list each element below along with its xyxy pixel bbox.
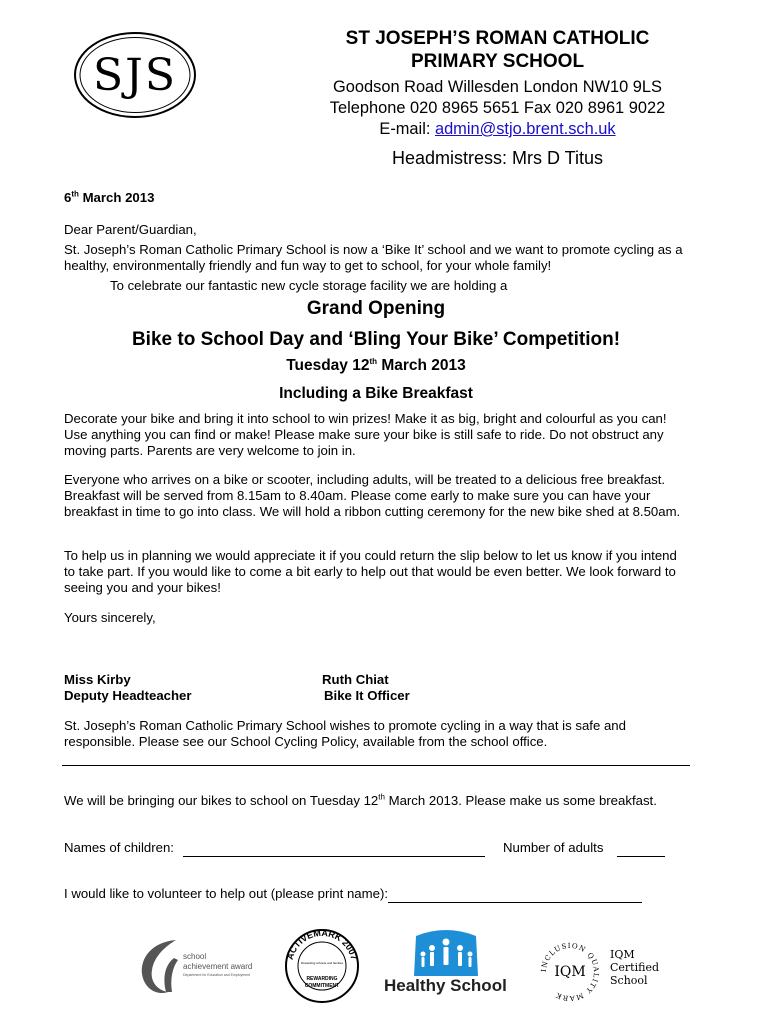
award-line3: Department for Education and Employment: [183, 973, 251, 977]
slip-statement: We will be bringing our bikes to school on Tuesday 12th March 2013. Please make us some breakfast.: [64, 792, 657, 808]
activemark-bottom2: COMMITMENT: [304, 983, 340, 989]
policy-paragraph: St. Joseph’s Roman Catholic Primary School wishes to promote cycling in a way that is safe and responsible. Please see our School Cycling Policy, available from the school office.: [64, 718, 626, 749]
children-label: Names of children:: [64, 840, 174, 855]
iqm-line2: Certified: [610, 961, 660, 974]
event-title: Grand Opening: [306, 298, 446, 319]
decorate-paragraph: Decorate your bike and bring it into school to win prizes! Make it as big, bright and colourful as you can! Use anything you can find or make! Please make sure your bike is still safe to ride. Do not obstruct any moving parts. Parents are very welcome to join in.: [64, 411, 667, 458]
breakfast-title: Including a Bike Breakfast: [279, 385, 473, 402]
iqm-line1: IQM: [610, 948, 635, 961]
adults-count-field[interactable]: [617, 840, 665, 857]
school-address: Goodson Road Willesden London NW10 9LS: [333, 78, 662, 96]
activemark-logo: [282, 926, 362, 1004]
school-logo: [72, 30, 198, 120]
volunteer-label: I would like to volunteer to help out (please print name):: [64, 886, 389, 901]
school-achievement-award-logo: [136, 936, 266, 1000]
activemark-mid-text: Rewarding schools and families: [300, 961, 344, 965]
closing: Yours sincerely,: [64, 610, 156, 625]
adults-label: Number of adults: [503, 840, 604, 855]
headmistress: Headmistress: Mrs D Titus: [391, 148, 604, 168]
award-line1: school: [183, 952, 207, 961]
salutation: Dear Parent/Guardian,: [64, 222, 197, 237]
children-names-row: [64, 840, 485, 857]
email-label: E-mail:: [379, 120, 435, 138]
healthy-school-logo: [382, 930, 510, 1000]
breakfast-paragraph: Everyone who arrives on a bike or scooter, including adults, will be treated to a delicious free breakfast. Breakfast will be served from 8.15am to 8.40am. Please come early to make sure you can have your breakfast in time to go into class. We will hold a ribbon cutting ceremony for the new bike shed at 8.50am.: [64, 472, 681, 519]
school-telephone: Telephone 020 8965 5651 Fax 020 8961 9022: [329, 99, 666, 117]
signature-1-title: Deputy Headteacher: [64, 688, 192, 703]
iqm-line3: School: [610, 974, 648, 987]
school-email-line: [300, 119, 695, 140]
celebrate-line: To celebrate our fantastic new cycle storage facility we are holding a: [110, 278, 508, 293]
event-date: Tuesday 12th March 2013: [286, 356, 466, 374]
iqm-center-text: IQM: [554, 964, 586, 980]
event-subtitle: Bike to School Day and ‘Bling Your Bike’ Competition!: [131, 329, 621, 350]
volunteer-row: [64, 886, 642, 903]
activemark-top-text: ACTIVEMARK 2007: [284, 927, 360, 961]
email-link[interactable]: admin@stjo.brent.sch.uk: [434, 120, 616, 138]
iqm-ring-text: INCLUSION QUALITY MARK: [539, 941, 601, 1003]
logo-text: SJS: [93, 50, 177, 101]
healthy-school-text: Healthy School: [384, 976, 507, 995]
signature-2-name: Ruth Chiat: [322, 672, 389, 687]
award-line2: achievement award: [183, 962, 253, 971]
adults-row: [503, 840, 665, 857]
planning-paragraph: To help us in planning we would appreciate it if you could return the slip below to let us know if you intend to take part. If you would like to come a bit early to help out that would be even better. We look forward to seeing you and your bikes!: [64, 548, 677, 595]
activemark-bottom1: REWARDING: [306, 976, 338, 982]
school-name-line1: ST JOSEPH’S ROMAN CATHOLIC: [345, 28, 650, 49]
signature-2-title: Bike It Officer: [324, 688, 410, 703]
cut-line: [62, 765, 690, 766]
svg-text:ACTIVEMARK 2007: [285, 928, 360, 961]
letter-date: 6th March 2013: [64, 189, 155, 205]
volunteer-name-field[interactable]: [388, 886, 642, 903]
iqm-logo: [538, 940, 678, 1004]
intro-paragraph: St. Joseph’s Roman Catholic Primary School is now a ‘Bike It’ school and we want to promote cycling as a healthy, environmentally friendly and fun way to get to school, for your whole family!: [64, 242, 683, 273]
children-names-field[interactable]: [183, 840, 485, 857]
signature-1-name: Miss Kirby: [64, 672, 131, 687]
school-name-line2: PRIMARY SCHOOL: [410, 51, 585, 72]
